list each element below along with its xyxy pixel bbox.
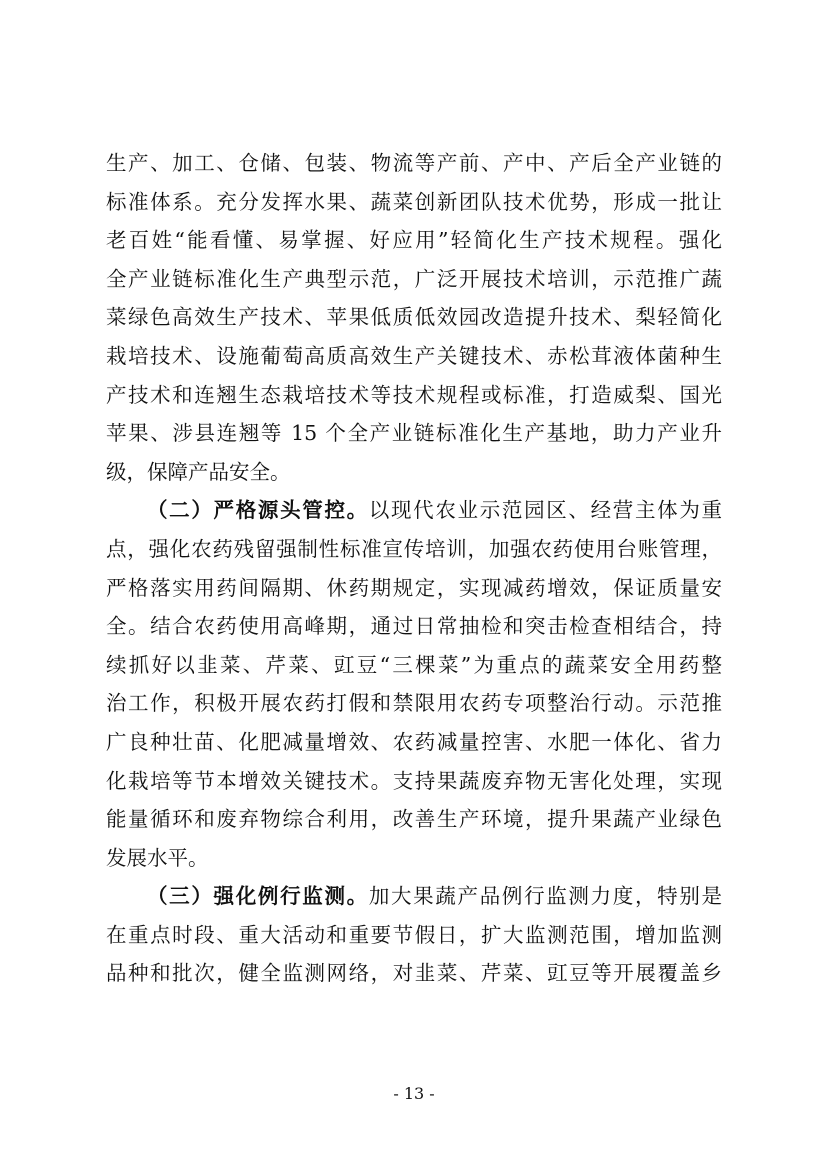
text-line: 广良种壮苗、化肥减量增效、农药减量控害、水肥一体化、省力 — [106, 729, 722, 754]
paragraph-3 — [106, 877, 722, 993]
text-line: 在重点时段、重大活动和重要节假日，扩大监测范围，增加监测 — [106, 922, 722, 947]
text-line — [106, 491, 722, 530]
text-line: 严格落实用药间隔期、休药期规定，实现减药增效，保证质量安 — [106, 575, 722, 600]
section-heading: （三）强化例行监测。 — [147, 884, 369, 909]
paragraph-1 — [106, 144, 722, 491]
text-line: 全产业链标准化生产典型示范，广泛开展技术培训，示范推广蔬 — [106, 266, 722, 291]
text-line: 品种和批次，健全监测网络，对韭菜、芹菜、豇豆等开展覆盖乡 — [106, 961, 722, 986]
text-line: 全。结合农药使用高峰期，通过日常抽检和突击检查相结合，持 — [106, 614, 722, 639]
text-line: 产技术和连翘生态栽培技术等技术规程或标准，打造威梨、国光 — [106, 382, 722, 407]
text-line: 老百姓“能看懂、易掌握、好应用”轻简化生产技术规程。强化 — [106, 228, 722, 253]
text-line: 栽培技术、设施葡萄高质高效生产关键技术、赤松茸液体菌种生 — [106, 343, 722, 368]
text-line: 续抓好以韭菜、芹菜、豇豆“三棵菜”为重点的蔬菜安全用药整 — [106, 652, 722, 677]
text-line: 标准体系。充分发挥水果、蔬菜创新团队技术优势，形成一批让 — [106, 189, 722, 214]
text-line — [106, 877, 722, 916]
text-line: 化栽培等节本增效关键技术。支持果蔬废弃物无害化处理，实现 — [106, 768, 722, 793]
section-heading: （二）严格源头管控。 — [147, 498, 369, 523]
text-line: 苹果、涉县连翘等 15 个全产业链标准化生产基地，助力产业升 — [106, 421, 722, 446]
text-line: 级，保障产品安全。 — [106, 459, 291, 484]
text-line: 点，强化农药残留强制性标准宣传培训，加强农药使用台账管理， — [106, 536, 722, 561]
text-run: 加大果蔬产品例行监测力度，特别是 — [368, 884, 723, 909]
text-line: 治工作，积极开展农药打假和禁限用农药专项整治行动。示范推 — [106, 691, 722, 716]
text-line: 能量循环和废弃物综合利用，改善生产环境，提升果蔬产业绿色 — [106, 807, 722, 832]
page-number: - 13 - — [393, 1084, 435, 1103]
text-line: 菜绿色高效生产技术、苹果低质低效园改造提升技术、梨轻简化 — [106, 305, 722, 330]
paragraph-2 — [106, 491, 722, 877]
text-line: 发展水平。 — [106, 845, 209, 870]
body-text — [106, 144, 722, 993]
text-run: 以现代农业示范园区、经营主体为重 — [368, 498, 723, 523]
text-line: 生产、加工、仓储、包装、物流等产前、产中、产后全产业链的 — [106, 151, 722, 175]
